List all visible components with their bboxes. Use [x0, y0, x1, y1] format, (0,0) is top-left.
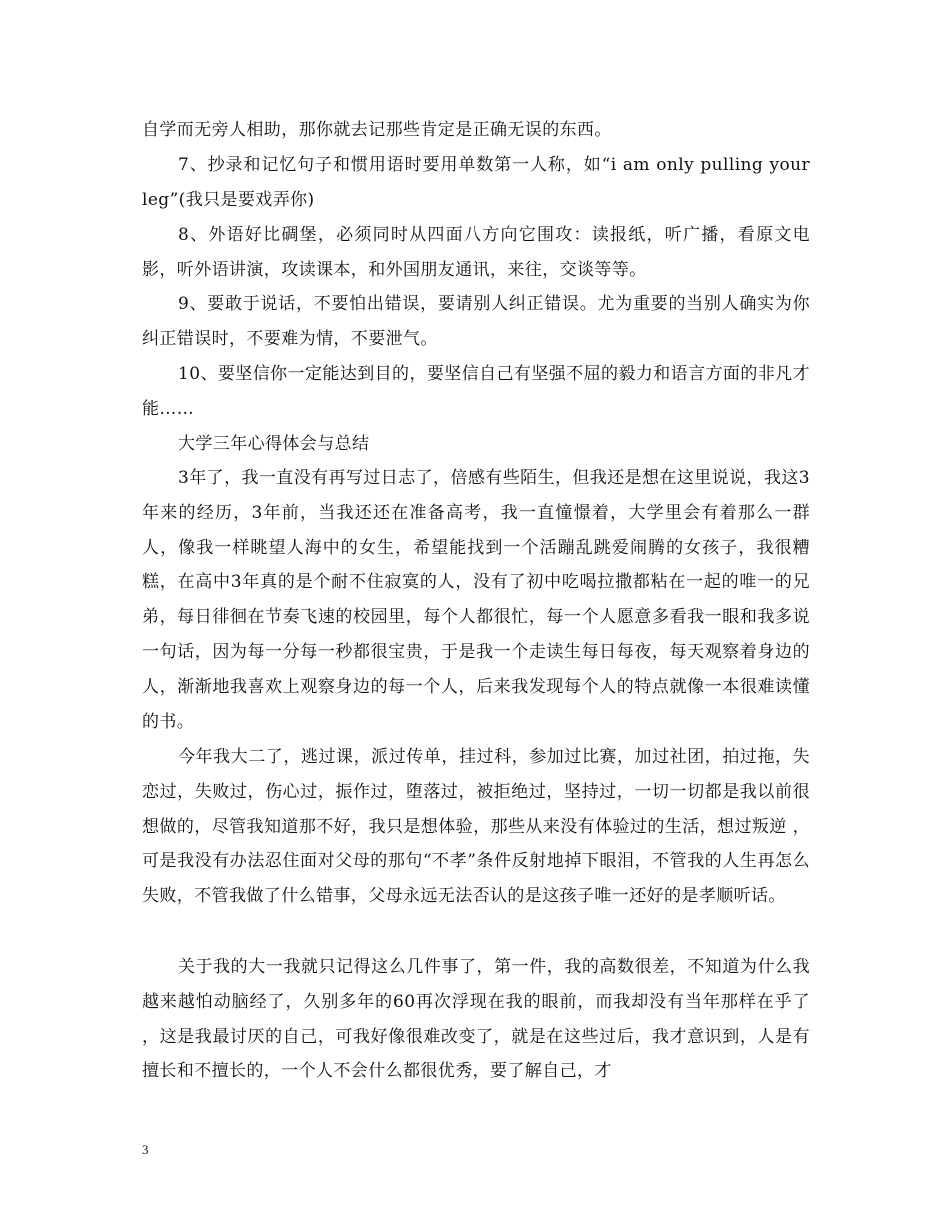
page-number: 3 — [142, 1142, 149, 1157]
paragraph-tip-8: 8、外语好比碉堡，必须同时从四面八方向它围攻：读报纸，听广播，看原文电影，听外语讲演，攻读课本，和外国朋友通讯，来往，交谈等等。 — [142, 225, 810, 280]
paragraph-tip-7: 7、抄录和记忆句子和惯用语时要用单数第一人称，如“i am only pulling your leg”(我只是要戏弄你) — [142, 155, 810, 210]
section-heading: 大学三年心得体会与总结 — [178, 434, 370, 454]
paragraph-tip-10: 10、要坚信你一定能达到目的，要坚信自己有坚强不屈的毅力和语言方面的非凡才能…… — [142, 364, 810, 419]
paragraph-tip-9: 9、要敢于说话，不要怕出错误，要请别人纠正错误。尤为重要的当别人确实为你纠正错误时，不要难为情，不要泄气。 — [142, 294, 810, 349]
paragraph-freshman: 关于我的大一我就只记得这么几件事了，第一件，我的高数很差，不知道为什么我越来越怕动脑经了，久别多年的60再次浮现在我的眼前，而我却没有当年那样在乎了 ，这是我最讨厌的自己，可我好像很难改变了，就是在这些过后，我才意识到，人是有擅长和不擅长的，一个人不会什么都很优秀，要了解自己，才 — [142, 957, 810, 1082]
paragraph-sophomore: 今年我大二了，逃过课，派过传单，挂过科，参加过比赛，加过社团，拍过拖，失恋过，失败过，伤心过，振作过，堕落过，被拒绝过，坚持过，一切一切都是我以前很想做的，尽管我知道那不好，我只是想体验，那些从来没有体验过的生活，想过叛逆 ，可是我没有办法忍住面对父母的那句“不孝”条件反射地掉下眼泪，不管我的人生再怎么失败，不管我做了什么错事，父母永远无法否认的是这孩子唯一还好的是孝顺听话。 — [142, 747, 810, 907]
paragraph-3-years: 3年了，我一直没有再写过日志了，倍感有些陌生，但我还是想在这里说说，我这3年来的经历，3年前，当我还还在准备高考，我一直憧憬着，大学里会有着那么一群人，像我一样眺望人海中的女生，希望能找到一个活蹦乱跳爱闹腾的女孩子，我很糟糕，在高中3年真的是个耐不住寂寞的人，没有了初中吃喝拉撒都粘在一起的唯一的兄弟，每日徘徊在节奏飞速的校园里，每个人都很忙，每一个人愿意多看我一眼和我多说一句话，因为每一分每一秒都很宝贵，于是我一个走读生每日每夜，每天观察着身边的人，渐渐地我喜欢上观察身边的每一个人，后来我发现每个人的特点就像一本很难读懂的书。 — [142, 468, 810, 732]
paragraph-1: 自学而无旁人相助，那你就去记那些肯定是正确无误的东西。 — [142, 120, 612, 140]
